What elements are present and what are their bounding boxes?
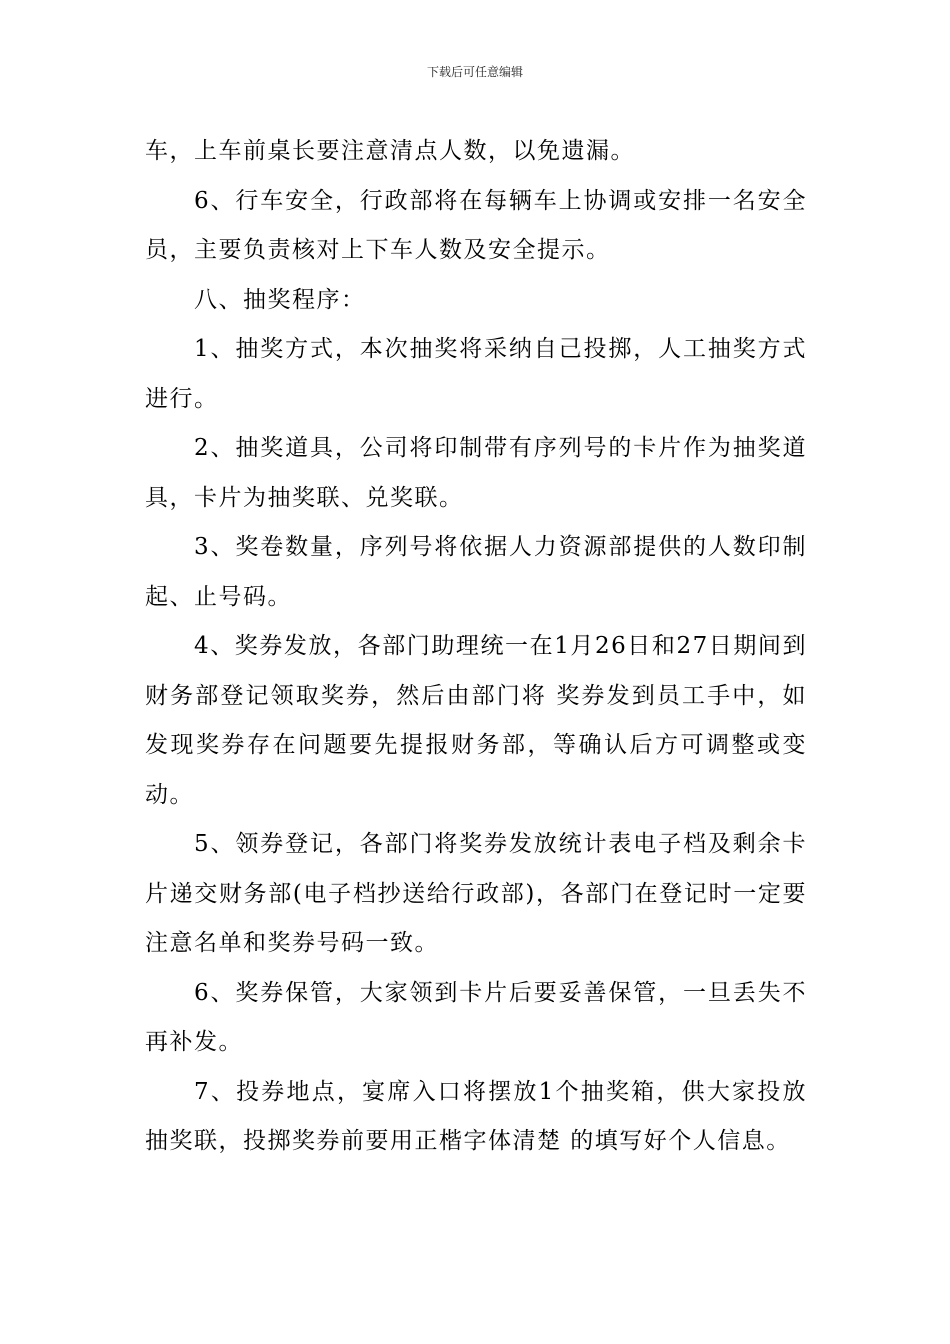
paragraph-8: 6、奖券保管，大家领到卡片后要妥善保管，一旦丢失不再补发。	[145, 979, 807, 1055]
paragraph-6: 4、奖券发放，各部门助理统一在1月26日和27日期间到财务部登记领取奖券，然后由部门将 奖券发到员工手中，如发现奖券存在问题要先提报财务部，等确认后方可调整或变动。	[145, 633, 807, 808]
paragraph-2: 6、行车安全，行政部将在每辆车上协调或安排一名安全员，主要负责核对上下车人数及安全提示。	[145, 187, 807, 263]
document-body	[145, 127, 807, 1167]
paragraph-4: 2、抽奖道具，公司将印制带有序列号的卡片作为抽奖道具，卡片为抽奖联、兑奖联。	[145, 435, 807, 511]
section-heading: 八、抽奖程序：	[194, 286, 366, 313]
paragraph-7: 5、领券登记，各部门将奖券发放统计表电子档及剩余卡片递交财务部(电子档抄送给行政部)，各部门在登记时一定要注意名单和奖券号码一致。	[145, 831, 807, 956]
page-header: 下载后可任意编辑	[426, 65, 523, 79]
paragraph-5: 3、奖卷数量，序列号将依据人力资源部提供的人数印制起、止号码。	[145, 534, 807, 610]
paragraph-1: 车，上车前桌长要注意清点人数，以免遗漏。	[145, 138, 635, 164]
paragraph-3: 1、抽奖方式，本次抽奖将采纳自己投掷，人工抽奖方式进行。	[145, 336, 807, 412]
paragraph-9: 7、投券地点，宴席入口将摆放1个抽奖箱，供大家投放抽奖联，投掷奖券前要用正楷字体清楚 的填写好个人信息。	[145, 1078, 807, 1154]
